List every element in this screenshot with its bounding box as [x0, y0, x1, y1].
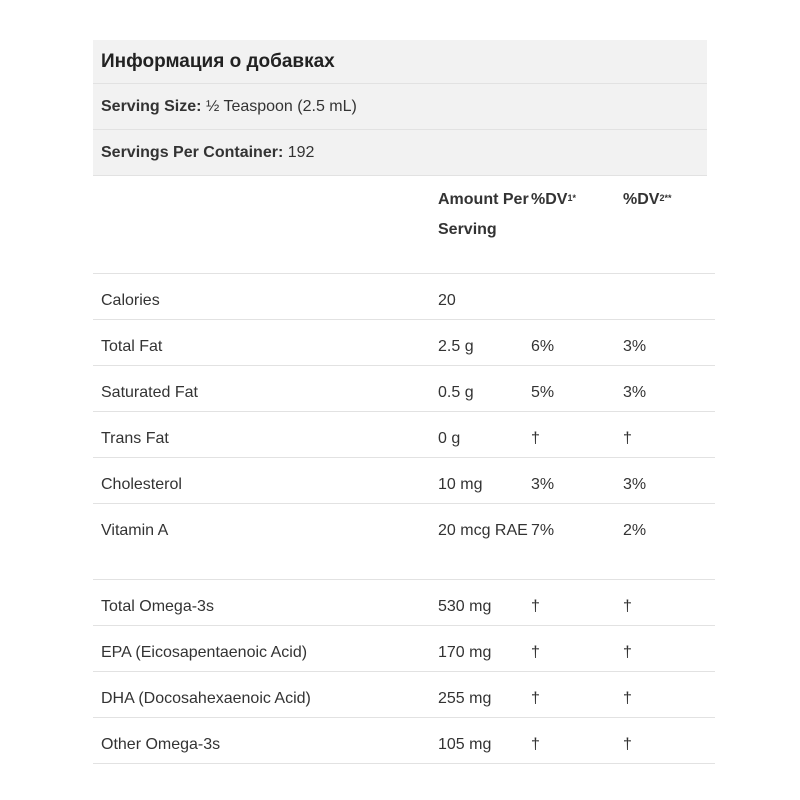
nutrient-amount: 255 mg: [438, 672, 531, 718]
dv2-header-label: %DV: [623, 191, 660, 208]
servings-per-container-value: 192: [287, 143, 315, 161]
nutrient-name: Saturated Fat: [93, 366, 438, 412]
nutrient-dv1: †: [531, 626, 623, 672]
supplement-facts-header: [93, 40, 707, 84]
nutrient-dv2: 3%: [623, 320, 715, 366]
nutrient-amount: 170 mg: [438, 626, 531, 672]
nutrient-amount: 10 mg: [438, 458, 531, 504]
nutrient-amount: 20: [438, 274, 531, 320]
nutrient-dv1: 5%: [531, 366, 623, 412]
table-row: [93, 366, 715, 412]
nutrient-amount: 530 mg: [438, 580, 531, 626]
nutrient-dv1: 7%: [531, 504, 623, 580]
serving-size-value: ½ Teaspoon (2.5 mL): [205, 97, 357, 115]
nutrient-dv2: 2%: [623, 504, 715, 580]
table-row: [93, 672, 715, 718]
nutrient-dv2: †: [623, 626, 715, 672]
dv2-header-footnote: 2**: [659, 193, 672, 203]
amount-column-header: Amount Per Serving: [438, 176, 531, 274]
nutrient-name: Other Omega-3s: [93, 718, 438, 764]
nutrient-name: Total Omega-3s: [93, 580, 438, 626]
nutrient-dv2: 3%: [623, 366, 715, 412]
panel-title: Информация о добавках: [101, 50, 335, 72]
servings-per-container-label: Servings Per Container:: [101, 143, 284, 161]
nutrient-dv1: [531, 274, 623, 320]
nutrient-name: DHA (Docosahexaenoic Acid): [93, 672, 438, 718]
table-row: [93, 320, 715, 366]
nutrient-dv2: †: [623, 672, 715, 718]
table-row: [93, 580, 715, 626]
dv1-column-header: [531, 176, 623, 274]
nutrients-table: [93, 176, 715, 764]
nutrient-name: Total Fat: [93, 320, 438, 366]
table-row: [93, 458, 715, 504]
nutrient-dv2: [623, 274, 715, 320]
table-row: [93, 718, 715, 764]
serving-size-label: Serving Size:: [101, 97, 202, 115]
nutrient-dv1: 3%: [531, 458, 623, 504]
nutrient-column-header: [93, 176, 438, 274]
nutrient-dv2: †: [623, 412, 715, 458]
nutrient-dv2: 3%: [623, 458, 715, 504]
nutrient-amount: 0 g: [438, 412, 531, 458]
nutrient-name: Vitamin A: [93, 504, 438, 580]
nutrient-amount: 105 mg: [438, 718, 531, 764]
table-row: [93, 412, 715, 458]
dv1-header-label: %DV: [531, 191, 568, 208]
nutrient-dv1: 6%: [531, 320, 623, 366]
serving-size-row: [93, 84, 707, 130]
nutrient-dv2: †: [623, 580, 715, 626]
nutrient-dv1: †: [531, 718, 623, 764]
nutrient-name: Calories: [93, 274, 438, 320]
nutrient-name: EPA (Eicosapentaenoic Acid): [93, 626, 438, 672]
nutrient-name: Cholesterol: [93, 458, 438, 504]
nutrient-dv1: †: [531, 672, 623, 718]
nutrient-name: Trans Fat: [93, 412, 438, 458]
nutrient-dv1: †: [531, 412, 623, 458]
supplement-facts-panel: [93, 40, 707, 764]
dv2-column-header: [623, 176, 715, 274]
nutrient-amount: 20 mcg RAE: [438, 504, 531, 580]
table-row: [93, 504, 715, 580]
servings-per-container-row: [93, 130, 707, 176]
table-row: [93, 274, 715, 320]
dv1-header-footnote: 1*: [567, 193, 576, 203]
column-header-row: [93, 176, 715, 274]
table-row: [93, 626, 715, 672]
nutrient-amount: 2.5 g: [438, 320, 531, 366]
nutrient-dv1: †: [531, 580, 623, 626]
nutrient-dv2: †: [623, 718, 715, 764]
nutrient-amount: 0.5 g: [438, 366, 531, 412]
